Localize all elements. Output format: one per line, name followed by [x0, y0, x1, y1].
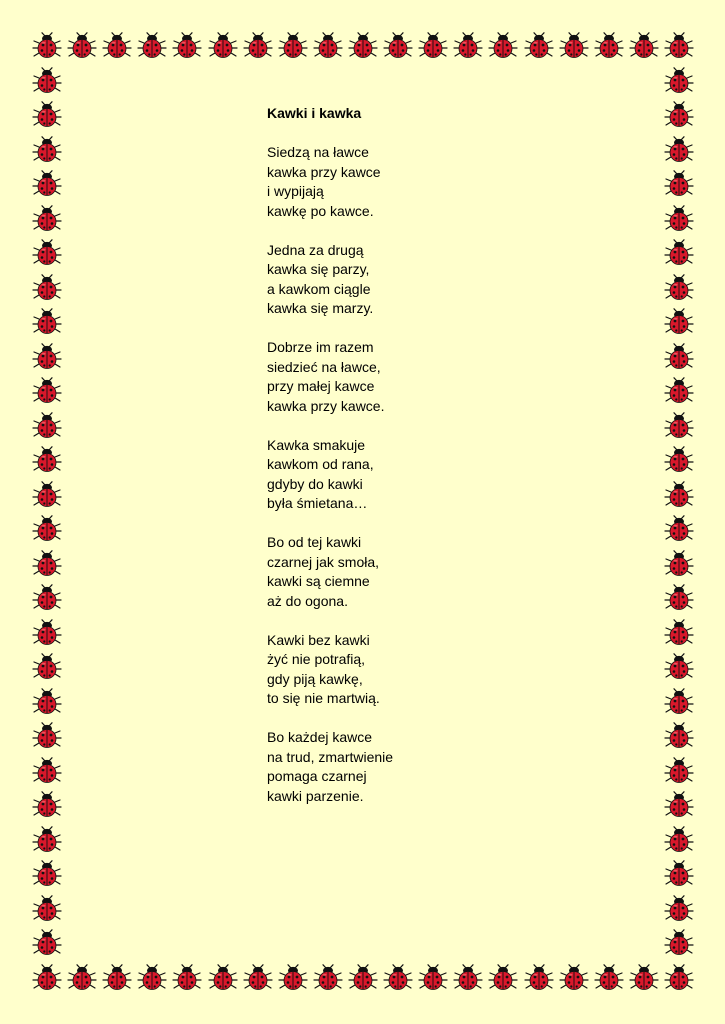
poem-line: kawki parzenie.	[267, 787, 364, 804]
poem-line: na trud, zmartwienie	[267, 748, 394, 765]
ladybug-icon	[32, 791, 62, 819]
ladybug-icon	[664, 584, 694, 612]
poem-line: Kawka smakuje	[267, 436, 366, 453]
ladybug-icon	[102, 32, 132, 60]
ladybug-icon	[524, 32, 554, 60]
ladybug-icon	[32, 308, 62, 336]
ladybug-icon	[137, 32, 167, 60]
poem-line: kawka się parzy,	[267, 261, 370, 277]
ladybug-icon	[32, 343, 62, 371]
poem-line: gdy piją kawkę,	[267, 670, 363, 687]
ladybug-icon	[32, 515, 62, 543]
ladybug-icon	[453, 964, 483, 992]
ladybug-icon	[664, 757, 694, 785]
ladybug-icon	[664, 722, 694, 750]
stanza	[267, 241, 527, 319]
poem-line: kawkę po kawce.	[267, 202, 374, 219]
ladybug-icon	[208, 32, 238, 60]
ladybug-icon	[313, 32, 343, 60]
ladybug-icon	[32, 67, 62, 95]
poem	[267, 104, 527, 826]
stanza	[267, 338, 527, 416]
ladybug-icon	[664, 274, 694, 302]
ladybug-icon	[32, 929, 62, 957]
ladybug-icon	[278, 32, 308, 60]
ladybug-icon	[32, 550, 62, 578]
poem-line: kawki są ciemne	[267, 573, 370, 589]
ladybug-icon	[629, 964, 659, 992]
poem-line: kawkom od rana,	[267, 456, 374, 472]
ladybug-icon	[664, 481, 694, 509]
ladybug-icon	[664, 688, 694, 716]
ladybug-icon	[348, 964, 378, 992]
ladybug-icon	[32, 619, 62, 647]
ladybug-icon	[664, 67, 694, 95]
ladybug-icon	[32, 412, 62, 440]
poem-line: i wypijają	[267, 183, 324, 199]
ladybug-icon	[32, 964, 62, 992]
ladybug-icon	[664, 619, 694, 647]
ladybug-icon	[664, 412, 694, 440]
ladybug-icon	[664, 653, 694, 681]
poem-line: siedzieć na ławce,	[267, 358, 381, 375]
ladybug-icon	[32, 722, 62, 750]
stanza	[267, 143, 527, 221]
ladybug-icon	[32, 895, 62, 923]
ladybug-icon	[32, 584, 62, 612]
ladybug-icon	[32, 860, 62, 888]
poem-line: przy małej kawce	[267, 378, 375, 394]
ladybug-icon	[208, 964, 238, 992]
stanza	[267, 728, 527, 806]
poem-line: Bo każdej kawce	[267, 729, 373, 745]
ladybug-icon	[313, 964, 343, 992]
ladybug-icon	[488, 32, 518, 60]
ladybug-icon	[32, 826, 62, 854]
poem-line: Dobrze im razem	[267, 339, 374, 355]
ladybug-icon	[664, 377, 694, 405]
poem-line: kawka przy kawce	[267, 163, 381, 180]
poem-line: gdyby do kawki	[267, 475, 363, 492]
poem-title: Kawki i kawka	[267, 105, 362, 121]
poem-line: to się nie martwią.	[267, 690, 380, 706]
poem-line: była śmietana…	[267, 495, 368, 511]
ladybug-icon	[559, 964, 589, 992]
ladybug-icon	[32, 136, 62, 164]
poem-line: Siedzą na ławce	[267, 144, 369, 160]
ladybug-icon	[383, 964, 413, 992]
ladybug-icon	[243, 32, 273, 60]
ladybug-icon	[594, 964, 624, 992]
ladybug-icon	[32, 688, 62, 716]
ladybug-icon	[278, 964, 308, 992]
ladybug-icon	[137, 964, 167, 992]
ladybug-icon	[664, 964, 694, 992]
ladybug-icon	[629, 32, 659, 60]
poem-line: Kawki bez kawki	[267, 631, 370, 648]
ladybug-icon	[559, 32, 589, 60]
ladybug-icon	[32, 170, 62, 198]
ladybug-icon	[664, 446, 694, 474]
ladybug-icon	[664, 860, 694, 888]
stanza	[267, 631, 527, 709]
ladybug-icon	[32, 377, 62, 405]
ladybug-icon	[32, 239, 62, 267]
poem-line: pomaga czarnej	[267, 768, 367, 784]
ladybug-icon	[664, 515, 694, 543]
ladybug-icon	[664, 308, 694, 336]
ladybug-icon	[32, 757, 62, 785]
ladybug-icon	[594, 32, 624, 60]
ladybug-icon	[32, 481, 62, 509]
ladybug-icon	[664, 101, 694, 129]
ladybug-icon	[32, 32, 62, 60]
ladybug-icon	[172, 964, 202, 992]
ladybug-icon	[524, 964, 554, 992]
ladybug-icon	[172, 32, 202, 60]
ladybug-icon	[32, 101, 62, 129]
ladybug-icon	[664, 550, 694, 578]
ladybug-icon	[664, 170, 694, 198]
poem-line: Jedna za drugą	[267, 241, 364, 258]
ladybug-icon	[664, 32, 694, 60]
ladybug-icon	[67, 964, 97, 992]
poem-line: kawka się marzy.	[267, 300, 374, 316]
ladybug-icon	[243, 964, 273, 992]
poem-line: a kawkom ciągle	[267, 280, 371, 297]
ladybug-icon	[488, 964, 518, 992]
ladybug-icon	[418, 32, 448, 60]
stanza	[267, 533, 527, 611]
ladybug-icon	[664, 791, 694, 819]
ladybug-icon	[67, 32, 97, 60]
ladybug-icon	[102, 964, 132, 992]
ladybug-icon	[664, 136, 694, 164]
ladybug-icon	[32, 274, 62, 302]
ladybug-icon	[664, 205, 694, 233]
poem-line: aż do ogona.	[267, 592, 348, 609]
poem-line: żyć nie potrafią,	[267, 651, 366, 667]
ladybug-icon	[453, 32, 483, 60]
ladybug-icon	[664, 895, 694, 923]
ladybug-icon	[664, 826, 694, 854]
ladybug-icon	[664, 929, 694, 957]
ladybug-icon	[418, 964, 448, 992]
ladybug-icon	[664, 343, 694, 371]
poem-line: kawka przy kawce.	[267, 397, 385, 414]
stanza	[267, 436, 527, 514]
ladybug-icon	[664, 239, 694, 267]
ladybug-icon	[32, 205, 62, 233]
ladybug-icon	[383, 32, 413, 60]
poem-line: Bo od tej kawki	[267, 534, 362, 550]
ladybug-icon	[348, 32, 378, 60]
ladybug-icon	[32, 653, 62, 681]
ladybug-icon	[32, 446, 62, 474]
poem-line: czarnej jak smoła,	[267, 553, 380, 570]
